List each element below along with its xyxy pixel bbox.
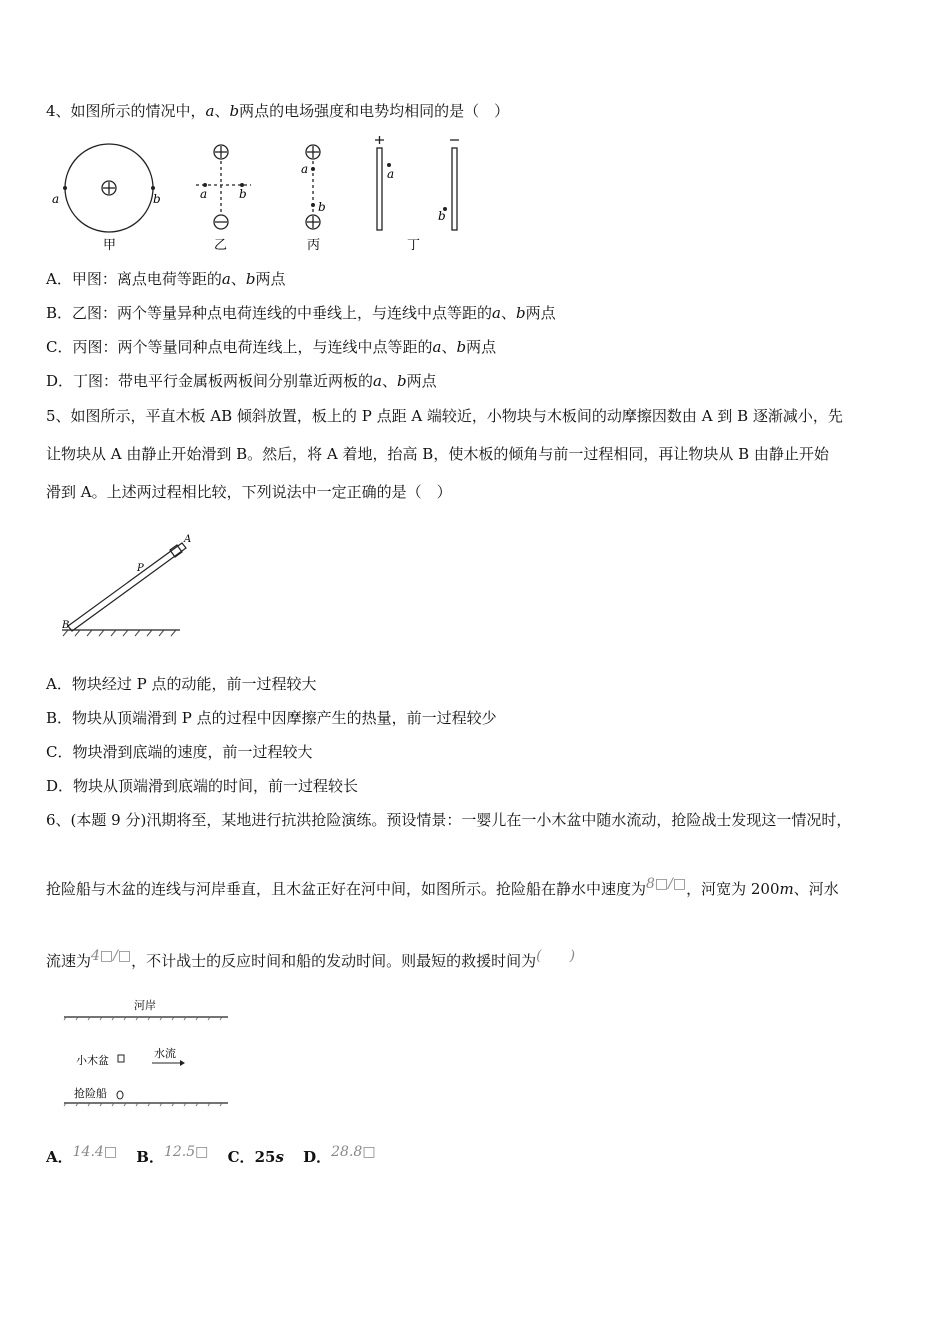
label-ding: 丁 (407, 238, 421, 253)
svg-text:a: a (200, 187, 208, 201)
label-boat: 抢险船 (74, 1087, 107, 1100)
q5-option-a[interactable]: A．物块经过 P 点的动能，前一过程较大 (46, 675, 317, 693)
q6-option-a[interactable]: A．$^{14.4□}$ (46, 1144, 118, 1166)
q5-stem-line3: 滑到 A。上述两过程相比较，下列说法中一定正确的是（ ） (46, 483, 452, 501)
q4-option-c[interactable]: C．丙图：两个等量同种点电荷连线上，与连线中点等距的a、b两点 (46, 338, 497, 356)
svg-text:b: b (239, 187, 247, 201)
label-a: a (52, 192, 60, 206)
q4-option-d[interactable]: D．丁图：带电平行金属板两板间分别靠近两板的a、b两点 (46, 372, 437, 390)
label-yi: 乙 (214, 238, 228, 253)
figure-ding (375, 136, 459, 230)
label-A: A (184, 534, 192, 545)
q6-options (46, 1142, 376, 1167)
answer-paren: ( ) (536, 948, 576, 964)
q6-option-b[interactable]: B．$^{12.5□}$ (136, 1144, 209, 1166)
q6-option-c[interactable]: C．25s (227, 1148, 284, 1166)
q6-stem-line1: 6、(本题 9 分)汛期将至，某地进行抗洪抢险演练。预设情景：一婴儿在一小木盆中随水流动，抢险战士发现这一情况时， (46, 811, 852, 829)
q6-river-figure (60, 993, 232, 1111)
q5-stem-line1: 5、如图所示，平直木板 AB 倾斜放置，板上的 P 点距 A 端较近，小物块与木板间的动摩擦因数由 A 到 B 逐渐减小，先 (46, 407, 843, 425)
label-b: b (153, 192, 161, 206)
label-tub: 小木盆 (76, 1054, 109, 1067)
svg-text:a: a (301, 162, 309, 176)
figure-jia (65, 144, 153, 232)
q6-stem-line2: 抢险船与木盆的连线与河岸垂直，且木盆正好在河中间，如图所示。抢险船在静水中速度为$^{8□/□}$，河宽为 200m、河水 (46, 876, 839, 898)
svg-text:b: b (318, 200, 326, 214)
label-B: B (62, 620, 70, 631)
q4-figure (46, 134, 476, 256)
q4-stem: 4、如图所示的情况中，a、b两点的电场强度和电势均相同的是（ ） (46, 102, 510, 120)
q5-stem-line2: 让物块从 A 由静止开始滑到 B。然后，将 A 着地，抬高 B，使木板的倾角与前一过程相同，再让物块从 B 由静止开始 (46, 445, 829, 463)
label-P: P (137, 563, 144, 574)
figure-bing (306, 145, 320, 229)
q5-option-b[interactable]: B．物块从顶端滑到 P 点的过程中因摩擦产生的热量，前一过程较少 (46, 709, 497, 727)
q4-option-a[interactable]: A．甲图：离点电荷等距的a、b两点 (46, 270, 286, 288)
svg-text:b: b (438, 209, 446, 223)
q4-option-b[interactable]: B．乙图：两个等量异种点电荷连线的中垂线上，与连线中点等距的a、b两点 (46, 304, 556, 322)
q6-option-d[interactable]: D．$^{28.8□}$ (303, 1144, 376, 1166)
q5-option-d[interactable]: D．物块从顶端滑到底端的时间，前一过程较长 (46, 777, 359, 795)
q5-option-c[interactable]: C．物块滑到底端的速度，前一过程较大 (46, 743, 313, 761)
label-jia: 甲 (103, 238, 117, 253)
label-bank: 河岸 (134, 999, 156, 1012)
label-flow: 水流 (154, 1047, 176, 1060)
label-bing: 丙 (307, 238, 321, 253)
boat-speed: 8□/□ (646, 876, 687, 892)
svg-text:a: a (387, 167, 395, 181)
water-speed: 4□/□ (91, 948, 132, 964)
q5-incline-figure (58, 530, 192, 638)
q6-stem-line3: 流速为$^{4□/□}$，不计战士的反应时间和船的发动时间。则最短的救援时间为( ) (46, 948, 576, 970)
